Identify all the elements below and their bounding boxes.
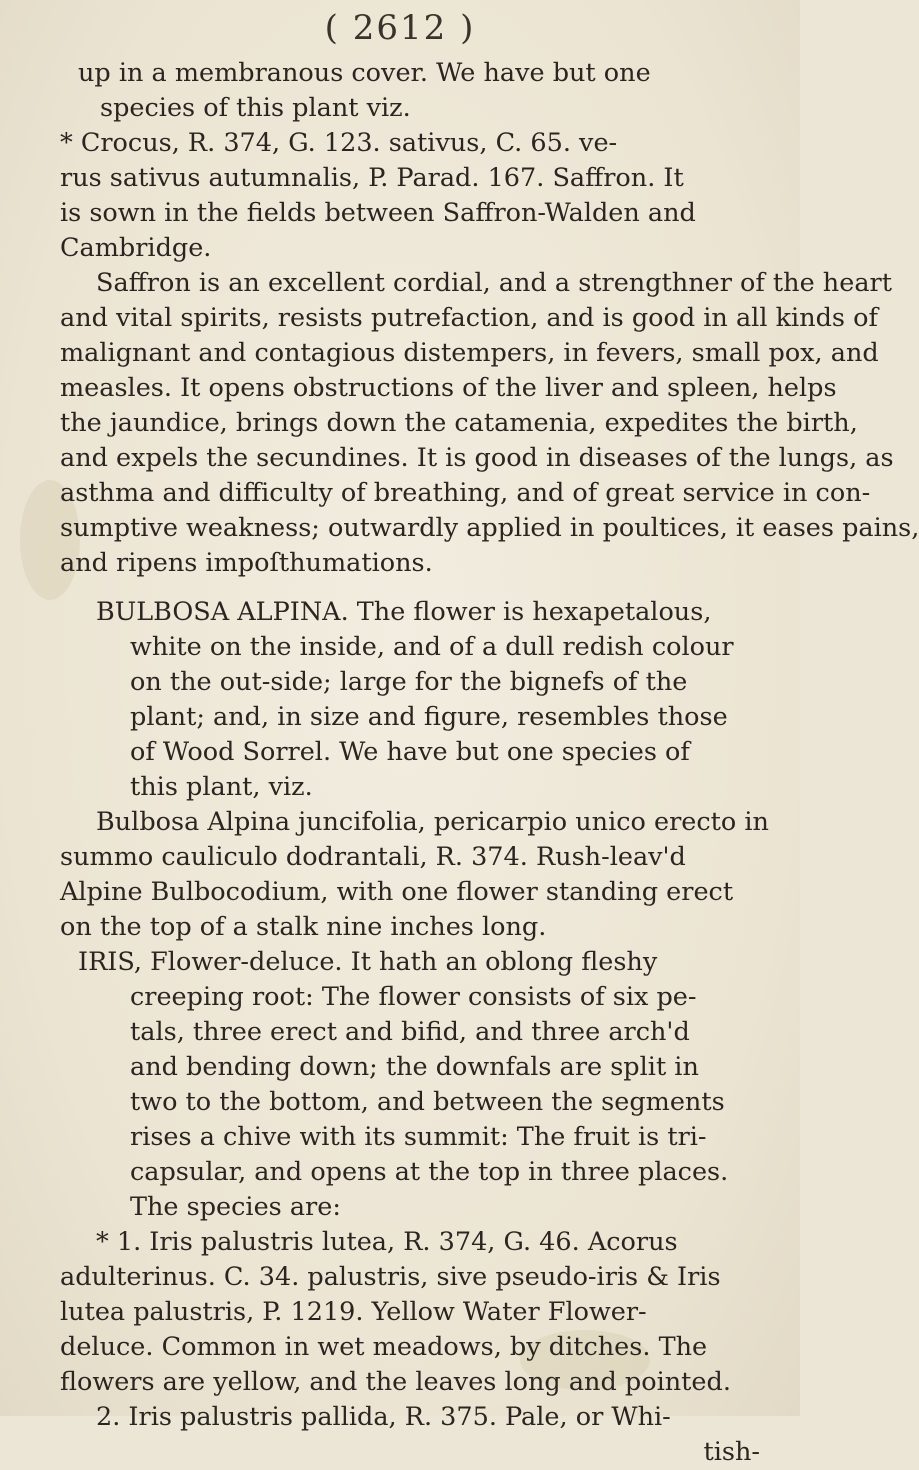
text-line: asthma and difficulty of breathing, and of great service in con- [60,478,871,508]
text-line: and ripens impoſthumations. [60,548,433,578]
text-line: and bending down; the downfals are split in [130,1052,699,1082]
spacer [60,581,780,595]
text-line: of Wood Sorrel. We have but one species of [130,737,690,767]
text-line: this plant, viz. [130,772,313,802]
text-line: is sown in the fields between Saffron-Walden and [60,198,696,228]
text-line: capsular, and opens at the top in three places. [130,1157,729,1187]
text-line: on the out-side; large for the bignefs of the [130,667,688,697]
text-line: adulterinus. C. 34. palustris, sive pseudo-iris & Iris [60,1262,721,1292]
text-line: creeping root: The flower consists of six pe- [130,982,697,1012]
text-line: rus sativus autumnalis, P. Parad. 167. Saffron. It [60,163,684,193]
body-text [60,56,919,1470]
text-line: plant; and, in size and figure, resembles those [130,702,728,732]
text-line: white on the inside, and of a dull redish colour [130,632,734,662]
text-line: up in a membranous cover. We have but one [78,58,651,88]
text-line: malignant and contagious distempers, in fevers, small pox, and [60,338,879,368]
text-line: deluce. Common in wet meadows, by ditches. The [60,1332,708,1362]
text-line: Cambridge. [60,233,212,263]
text-line: Bulbosa Alpina juncifolia, pericarpio unico erecto in [96,807,769,837]
text-line: lutea palustris, P. 1219. Yellow Water Flower- [60,1297,647,1327]
text-line: Alpine Bulbocodium, with one flower standing erect [60,877,734,907]
text-line: flowers are yellow, and the leaves long and pointed. [60,1367,731,1397]
text-line: sumptive weakness; outwardly applied in poultices, it eases pains, [60,513,919,543]
text-line: summo cauliculo dodrantali, R. 374. Rush-leav'd [60,842,686,872]
text-line: Saffron is an excellent cordial, and a strengthner of the heart [96,268,892,298]
text-line: * Crocus, R. 374, G. 123. sativus, C. 65. ve- [60,128,618,158]
text-line: species of this plant viz. [100,93,411,123]
text-line: and expels the secundines. It is good in diseases of the lungs, as [60,443,894,473]
text-line: tish- [703,1437,760,1467]
text-line: tals, three erect and bifid, and three arch'd [130,1017,690,1047]
text-line: 2. Iris palustris pallida, R. 375. Pale, or Whi- [96,1402,671,1432]
text-line: BULBOSA ALPINA. The flower is hexapetalous, [96,597,712,627]
text-line: two to the bottom, and between the segments [130,1087,725,1117]
text-line: rises a chive with its summit: The fruit is tri- [130,1122,707,1152]
text-line: and vital spirits, resists putrefaction, and is good in all kinds of [60,303,878,333]
text-line: The species are: [130,1192,341,1222]
text-line: IRIS, Flower-deluce. It hath an oblong fleshy [78,947,658,977]
text-line: on the top of a stalk nine inches long. [60,912,547,942]
text-line: measles. It opens obstructions of the liver and spleen, helps [60,373,837,403]
text-line: the jaundice, brings down the catamenia, expedites the birth, [60,408,858,438]
text-line: * 1. Iris palustris lutea, R. 374, G. 46. Acorus [96,1227,678,1257]
page-number: ( 2612 ) [324,8,476,48]
